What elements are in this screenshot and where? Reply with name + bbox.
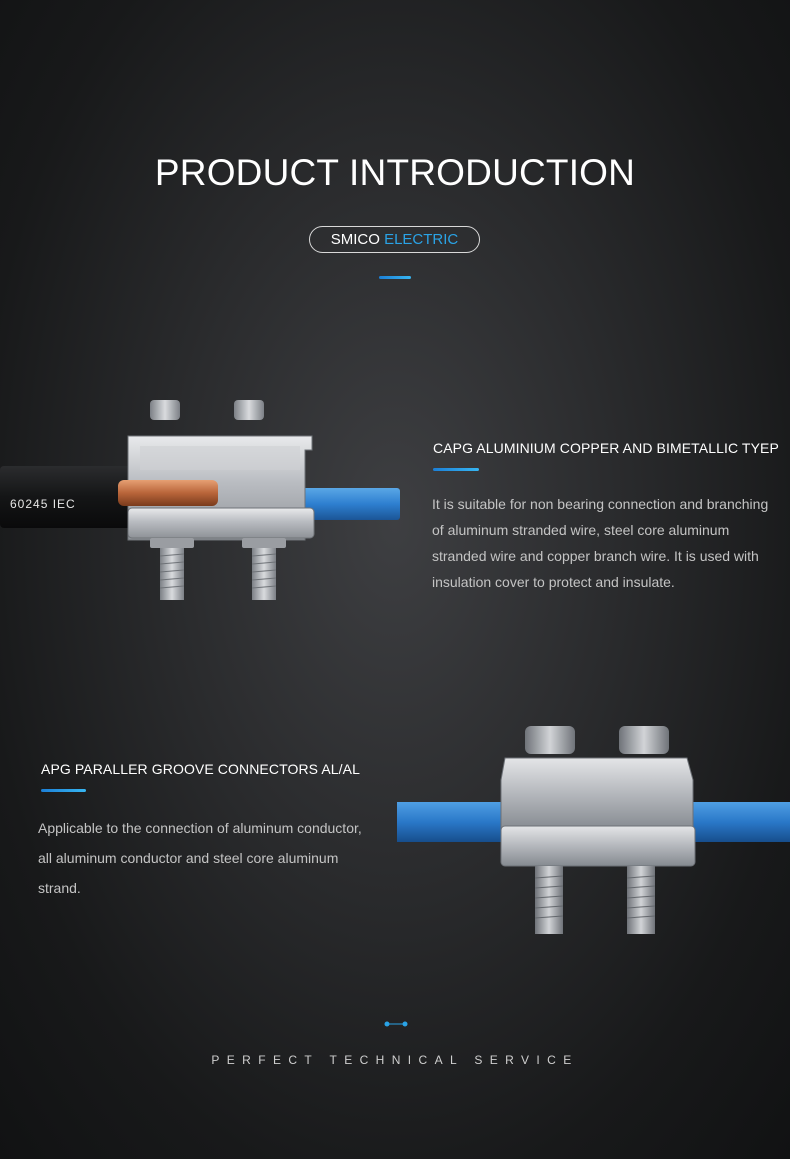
cable-marking: 60245 IEC xyxy=(10,497,76,511)
brand-name: SMICO xyxy=(330,231,380,248)
header-accent-line xyxy=(379,276,411,279)
page-title: PRODUCT INTRODUCTION xyxy=(154,152,636,193)
brand-accent: ELECTRIC xyxy=(384,231,459,248)
product-title-capg: CAPG ALUMINIUM COPPER AND BIMETALLIC TYEP xyxy=(433,440,779,456)
product-accent-line xyxy=(433,468,479,471)
brand-badge xyxy=(309,226,480,253)
product-description-apg: Applicable to the connection of aluminum conductor, all aluminum conductor and steel core aluminum strand. xyxy=(38,820,362,896)
product-title-apg: APG PARALLER GROOVE CONNECTORS AL/AL xyxy=(41,761,360,777)
footer-tagline: PERFECT TECHNICAL SERVICE xyxy=(211,1053,579,1067)
product-description-capg: It is suitable for non bearing connection and branching of aluminum stranded wire, steel core aluminum stranded wire and copper branch wire. It is used with insulation cover to protect and insulate. xyxy=(432,496,769,590)
parallel-groove-connector-photo xyxy=(397,718,790,938)
dot-line-dot-icon xyxy=(384,1019,408,1029)
product-accent-line xyxy=(41,789,86,792)
